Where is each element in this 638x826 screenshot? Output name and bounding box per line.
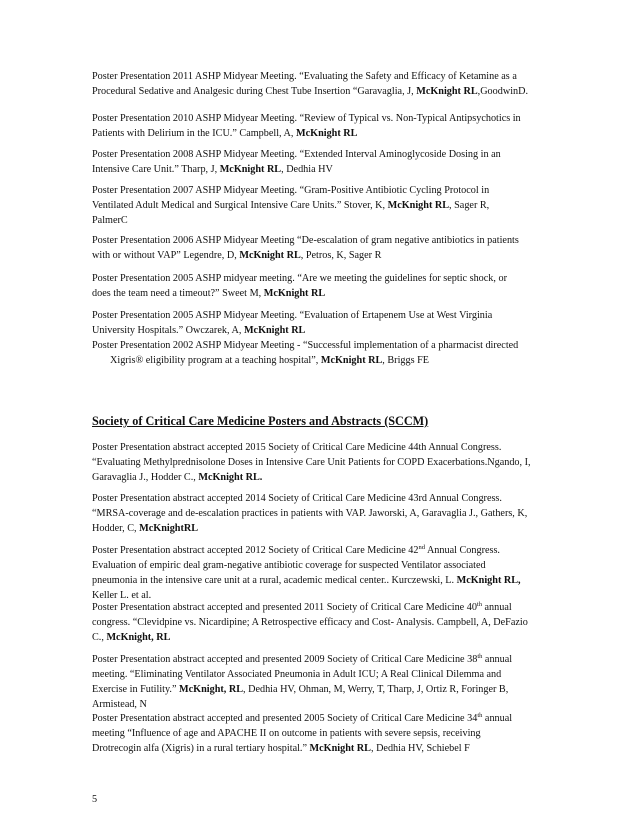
entry-text: meeting “Influence of age and APACHE II on outcome in patients with severe sepsis, receiving	[92, 728, 481, 739]
entry-line	[92, 455, 552, 470]
entry-line	[92, 573, 552, 588]
entry-line	[92, 323, 552, 338]
author-highlight: McKnight RL	[387, 200, 450, 211]
entry-text: Poster Presentation 2006 ASHP Midyear Meeting “De-escalation of gram negative antibiotics in patients	[92, 235, 519, 246]
entry-text: Poster Presentation abstract accepted 2014 Society of Critical Care Medicine 43rd Annual Congress.	[92, 493, 502, 504]
entry-text: Drotrecogin alfa (Xigris) in a rural tertiary hospital.”	[92, 743, 310, 754]
entry-line	[92, 667, 552, 682]
entry-text: C.,	[92, 632, 107, 643]
ashp-entry-2011	[92, 69, 552, 99]
author-highlight: McKnight RL,	[456, 575, 521, 586]
entry-line	[92, 126, 552, 141]
entry-line	[92, 353, 552, 368]
sccm-entry-2011	[92, 600, 552, 645]
entry-line	[92, 111, 552, 126]
entry-text: Xigris® eligibility program at a teaching hospital”,	[110, 355, 321, 366]
entry-line	[92, 470, 552, 485]
entry-line	[92, 726, 552, 741]
entry-text: congress. “Clevidpine vs. Nicardipine; A Retrospective efficacy and Cost- Analysis. Campbell, A, DeFazio	[92, 617, 528, 628]
author-highlight: McKnight RL	[239, 250, 301, 261]
entry-text: , Sager R,	[449, 200, 490, 211]
entry-text: pneumonia in the intensive care unit at a rural, academic medical center.. Kurczewski, L.	[92, 575, 457, 586]
entry-text: , Dedhia HV, Schiebel F	[370, 743, 470, 754]
author-highlight: McKnight, RL	[179, 684, 244, 695]
entry-line	[92, 286, 552, 301]
entry-line	[92, 162, 552, 177]
entry-text: , Dedhia HV	[281, 164, 333, 175]
entry-text: Evaluation of empiric deal gram-negative antibiotic coverage for suspected Ventilator associated	[92, 560, 486, 571]
entry-text: Poster Presentation 2002 ASHP Midyear Meeting - “Successful implementation of a pharmacist directed	[92, 340, 519, 351]
entry-text: ,GoodwinD.	[477, 86, 529, 97]
entry-text: meeting. “Eliminating Ventilator Associated Pneumonia in Adult ICU; A Real Clinical Dilemma and	[92, 669, 502, 680]
author-highlight: McKnight RL.	[198, 472, 263, 483]
entry-text: Poster Presentation abstract accepted and presented 2009 Society of Critical Care Medicine 38	[92, 654, 478, 665]
ashp-entry-2005-septic-shock	[92, 271, 552, 301]
entry-line	[92, 697, 552, 712]
entry-text: , Briggs FE	[382, 355, 429, 366]
entry-text: Intensive Care Unit.” Tharp, J,	[92, 164, 220, 175]
entry-text: annual	[481, 602, 512, 613]
entry-line	[92, 271, 552, 286]
entry-text: Procedural Sedative and Analgesic during Chest Tube Insertion “Garavaglia, J,	[92, 86, 417, 97]
entry-text: Armistead, N	[92, 699, 147, 710]
entry-line	[92, 506, 552, 521]
entry-text: “MRSA-coverage and de-escalation practices in patients with VAP. Jaworski, A, Garavaglia J., Gathers, K,	[92, 508, 528, 519]
entry-text: annual	[482, 654, 513, 665]
entry-line	[92, 600, 552, 615]
entry-line	[92, 308, 552, 323]
entry-line	[92, 84, 552, 99]
author-highlight: McKnight, RL	[106, 632, 171, 643]
entry-line	[92, 147, 552, 162]
sccm-entry-2014	[92, 491, 552, 536]
entry-text: , Petros, K, Sager R	[300, 250, 382, 261]
author-highlight: McKnight RL	[219, 164, 282, 175]
author-highlight: McKnight RL	[309, 743, 371, 754]
entry-line	[92, 233, 552, 248]
entry-line	[92, 711, 552, 726]
entry-text: Garavaglia J., Hodder C.,	[92, 472, 199, 483]
entry-text: with or without VAP” Legendre, D,	[92, 250, 240, 261]
ordinal-suffix: th	[477, 712, 483, 719]
author-highlight: McKnight RL	[416, 86, 478, 97]
entry-line	[92, 682, 552, 697]
ashp-entry-2008	[92, 147, 552, 177]
entry-line	[92, 558, 552, 573]
entry-line	[92, 338, 552, 353]
entry-line	[92, 198, 552, 213]
entry-text: “Evaluating Methylprednisolone Doses in Intensive Care Unit Patients for COPD Exacerbations.Ngando, I,	[92, 457, 531, 468]
entry-text: Poster Presentation abstract accepted and presented 2011 Society of Critical Care Medicine 40	[92, 602, 477, 613]
entry-text: Patients with Delirium in the ICU.” Campbell, A,	[92, 128, 297, 139]
entry-line	[92, 652, 552, 667]
entry-text: Annual Congress.	[424, 545, 500, 556]
entry-text: Poster Presentation 2011 ASHP Midyear Meeting. “Evaluating the Safety and Efficacy of Ketamine as a	[92, 71, 517, 82]
entry-line	[92, 543, 552, 558]
ashp-entry-2007	[92, 183, 552, 228]
entry-line	[92, 741, 552, 756]
entry-text: Poster Presentation 2007 ASHP Midyear Meeting. “Gram-Positive Antibiotic Cycling Protocol in	[92, 185, 490, 196]
ordinal-suffix: nd	[418, 544, 425, 551]
entry-line	[92, 213, 552, 228]
entry-text: annual	[482, 713, 513, 724]
ashp-entry-2005-ertapenem-and-2002	[92, 308, 552, 368]
author-highlight: McKnight RL	[320, 355, 383, 366]
ordinal-suffix: th	[476, 601, 482, 608]
author-highlight: McKnight RL	[263, 288, 326, 299]
author-highlight: McKnight RL	[296, 128, 358, 139]
entry-line	[92, 491, 552, 506]
ordinal-suffix: th	[477, 653, 483, 660]
entry-text: Poster Presentation abstract accepted 2015 Society of Critical Care Medicine 44th Annual Congress.	[92, 442, 502, 453]
entry-text: Poster Presentation 2008 ASHP Midyear Meeting. “Extended Interval Aminoglycoside Dosing in an	[92, 149, 501, 160]
entry-text: Poster Presentation abstract accepted and presented 2005 Society of Critical Care Medicine 34	[92, 713, 478, 724]
entry-line	[92, 440, 552, 455]
entry-text: does the team need a timeout?” Sweet M,	[92, 288, 264, 299]
entry-text: Poster Presentation abstract accepted 2012 Society of Critical Care Medicine 42	[92, 545, 419, 556]
ashp-entry-2010	[92, 111, 552, 141]
entry-line	[92, 521, 552, 536]
sccm-entry-2015	[92, 440, 552, 485]
sccm-section-heading: Society of Critical Care Medicine Posters and Abstracts (SCCM)	[92, 414, 429, 428]
entry-line	[92, 248, 552, 263]
author-highlight: McKnight RL	[243, 325, 306, 336]
entry-text: Poster Presentation 2010 ASHP Midyear Meeting. “Review of Typical vs. Non-Typical Antipsychotics in	[92, 113, 521, 124]
page-number: 5	[92, 794, 98, 805]
sccm-entry-2012	[92, 543, 552, 603]
entry-text: University Hospitals.” Owczarek, A,	[92, 325, 244, 336]
author-highlight: McKnightRL	[139, 523, 199, 534]
entry-text: Exercise in Futility.”	[92, 684, 180, 695]
entry-text: Keller L. et al.	[92, 590, 152, 601]
entry-text: Ventilated Adult Medical and Surgical Intensive Care Units.” Stover, K,	[92, 200, 388, 211]
entry-text: , Dedhia HV, Ohman, M, Werry, T, Tharp, J, Ortiz R, Foringer B,	[243, 684, 509, 695]
entry-line	[92, 69, 552, 84]
sccm-entry-2005	[92, 711, 552, 756]
entry-text: PalmerC	[92, 215, 128, 226]
entry-line	[92, 615, 552, 630]
entry-line	[92, 630, 552, 645]
entry-line	[92, 183, 552, 198]
entry-text: Hodder, C,	[92, 523, 140, 534]
entry-text: Poster Presentation 2005 ASHP midyear meeting. “Are we meeting the guidelines for septic shock, or	[92, 273, 507, 284]
entry-text: Poster Presentation 2005 ASHP Midyear Meeting. “Evaluation of Ertapenem Use at West Virginia	[92, 310, 493, 321]
ashp-entry-2006	[92, 233, 552, 263]
sccm-entry-2009	[92, 652, 552, 712]
